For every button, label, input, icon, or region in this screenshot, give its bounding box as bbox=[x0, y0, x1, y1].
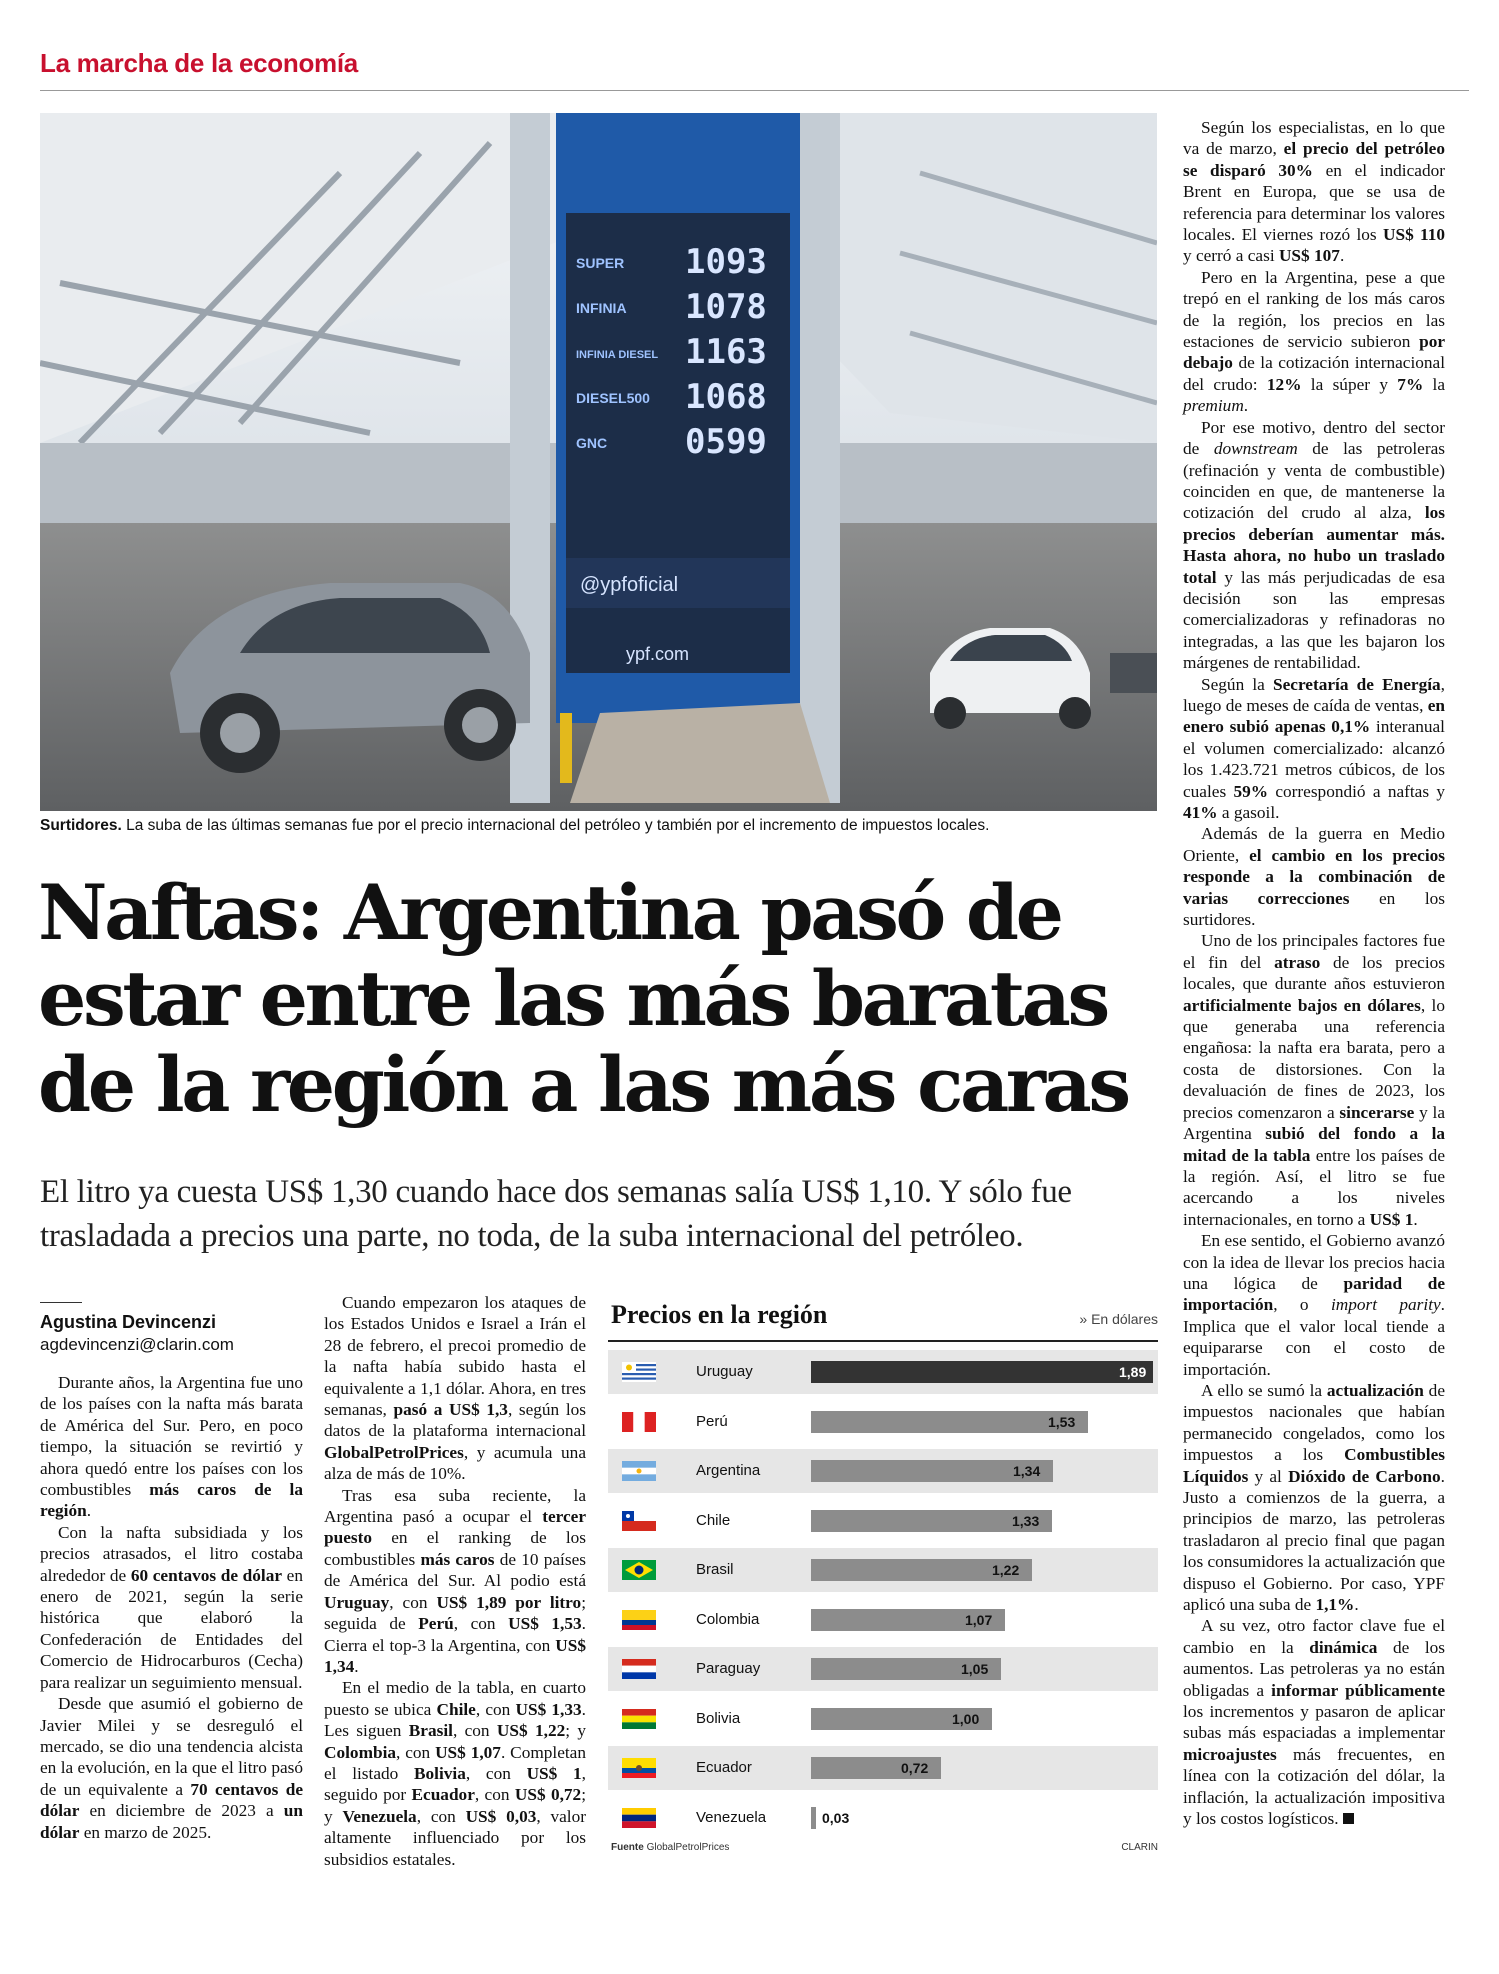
chart-category-label: Uruguay bbox=[696, 1363, 753, 1380]
paragraph: Con la nafta subsidiada y los precios atrasados, el litro costaba alrededor de 60 centavos de dólar en enero de 2021, según la serie histórica que elaboró la Confederación de Entidades del Comercio de Hidrocarburos (Cecha) para realizar un seguimiento mensual. bbox=[40, 1522, 303, 1692]
paragraph: Tras esa suba reciente, la Argentina pasó a ocupar el tercer puesto en el ranking de los combustibles más caros de 10 países de América del Sur. Al podio está Uruguay, con US$ 1,89 por litro; seguida de Perú, con US$ 1,53. Cierra el top-3 la Argentina, con US$ 1,34. bbox=[324, 1485, 586, 1676]
paragraph: Por ese motivo, dentro del sector de downstream de las petroleras (refinación y venta de combustible) coinciden en que, de mantenerse la cotización del crudo al alza, los precios deberían aumentar más. Hasta ahora, no hubo un traslado total y las más perjudicadas de esa decisión son las empresas comercializadoras y refinadoras no integradas, a las que les bajaron los márgenes de rentabilidad. bbox=[1183, 417, 1445, 673]
end-mark bbox=[1343, 1813, 1354, 1824]
chart-value-label: 1,89 bbox=[1119, 1364, 1147, 1380]
chart-credit: CLARIN bbox=[1121, 1842, 1158, 1853]
flag-brasil-icon bbox=[622, 1560, 656, 1580]
article-column-1 bbox=[40, 1310, 303, 1843]
flag-colombia-icon bbox=[622, 1610, 656, 1630]
flag-bolivia-icon bbox=[622, 1709, 656, 1729]
chart-row-venezuela bbox=[608, 1796, 1158, 1840]
paragraph: Pero en la Argentina, pese a que trepó en el ranking de los más caros de la región, los precios en las estaciones de servicio subieron por debajo de la cotización internacional del crudo: 12% la súper y 7% la premium. bbox=[1183, 267, 1446, 416]
caption-lead: Surtidores. bbox=[40, 817, 122, 834]
chart-category-label: Chile bbox=[696, 1511, 731, 1529]
caption-text: La suba de las últimas semanas fue por el precio internacional del petróleo y también por el incremento de impuestos locales. bbox=[121, 817, 990, 834]
author-name: Agustina Devincenzi bbox=[40, 1312, 217, 1332]
paragraph: En el medio de la tabla, en cuarto puesto se ubica Chile, con US$ 1,33. Les siguen Brasil, con US$ 1,22; y Colombia, con US$ 1,07. Completan el listado Bolivia, con US$ 1, seguido por Ecuador, con US$ 0,72; y Venezuela, con US$ 0,03, valor altamente influenciado por los subsidios estatales. bbox=[324, 1678, 587, 1869]
article-column-2 bbox=[324, 1292, 586, 1870]
chart-row-argentina bbox=[608, 1449, 1158, 1493]
sign-label-diesel500: DIESEL500 bbox=[576, 390, 650, 406]
sign-label-gnc: GNC bbox=[576, 435, 608, 451]
author-rule bbox=[40, 1302, 82, 1303]
article-column-3 bbox=[1183, 117, 1445, 1830]
section-title: La marcha de la economía bbox=[40, 48, 358, 78]
chart-row-peru bbox=[608, 1400, 1158, 1444]
paragraph: A su vez, otro factor clave fue el cambio en la dinámica de los aumentos. Las petroleras ya no están obligadas a informar públicamente los incrementos y pasaron de aplicar subas más espaciadas a implementar microajustes más frecuentes, en línea con la cotización del dólar, la inflación, la actualización impositiva y los costos logísticos. bbox=[1183, 1616, 1445, 1829]
sign-price-super: 1093 bbox=[685, 242, 767, 282]
chart-value-label: 1,53 bbox=[1048, 1413, 1076, 1430]
chart-value-label: 0,72 bbox=[901, 1760, 929, 1776]
flag-uruguay-icon bbox=[622, 1362, 656, 1382]
sign-price-infinia-diesel: 1163 bbox=[685, 332, 767, 372]
chart-bar-uruguay bbox=[811, 1361, 1153, 1383]
chart-category-label: Perú bbox=[696, 1412, 728, 1430]
chart-rule bbox=[608, 1340, 1158, 1342]
flag-ecuador-icon bbox=[622, 1758, 656, 1778]
sign-social-handle: @ypfoficial bbox=[580, 574, 679, 596]
chart-category-label: Paraguay bbox=[696, 1660, 761, 1677]
paragraph: Además de la guerra en Medio Oriente, el cambio en los precios responde a la combinación de varias correcciones en los surtidores. bbox=[1183, 824, 1445, 930]
flag-paraguay-icon bbox=[622, 1659, 656, 1679]
gas-station-photo bbox=[40, 113, 1157, 811]
headline: Naftas: Argentina pasó de estar entre las más baratas de la región a las más caras bbox=[38, 868, 1128, 1129]
flag-peru-icon bbox=[622, 1412, 656, 1432]
chart-value-label: 1,05 bbox=[961, 1661, 989, 1677]
sign-url: ypf.com bbox=[626, 644, 690, 664]
flag-argentina-icon bbox=[622, 1461, 656, 1481]
paragraph: Durante años, la Argentina fue uno de los países con la nafta más barata de América del Sur. Pero, en poco tiempo, la situación se revirtió y ahora quedó entre los países con los combustibles más caros de la región. bbox=[40, 1373, 303, 1521]
sign-price-infinia: 1078 bbox=[685, 287, 767, 327]
chart-row-colombia bbox=[608, 1598, 1158, 1642]
chart-source-name: GlobalPetrolPrices bbox=[646, 1842, 730, 1853]
chart-unit-label: » En dólares bbox=[1079, 1311, 1158, 1327]
chart-row-paraguay bbox=[608, 1647, 1158, 1691]
chart-row-brasil bbox=[608, 1548, 1158, 1592]
flag-venezuela-icon bbox=[622, 1808, 656, 1828]
sign-label-super: SUPER bbox=[576, 255, 625, 271]
chart-value-label: 1,22 bbox=[992, 1562, 1020, 1578]
chart-value-label: 1,00 bbox=[952, 1710, 980, 1727]
chart-category-label: Brasil bbox=[696, 1561, 734, 1578]
chart-row-chile bbox=[608, 1499, 1158, 1543]
sign-label-infinia: INFINIA bbox=[576, 300, 627, 316]
chart-category-label: Ecuador bbox=[696, 1759, 752, 1776]
flag-chile-icon bbox=[622, 1511, 656, 1531]
chart-category-label: Venezuela bbox=[696, 1808, 767, 1826]
paragraph: Uno de los principales factores fue el fin del atraso de los precios locales, que durante años estuvieron artificialmente bajos en dólares, lo que generaba una referencia engañosa: la nafta era barata, pero a costa de distorsiones. Con la devaluación de fines de 2023, los precios comenzaron a sincerarse y la Argentina subió del fondo a la mitad de la tabla entre los países de la región. Así, el litro se fue acercando a los niveles internacionales, en torno a US$ 1. bbox=[1183, 931, 1446, 1229]
chart-category-label: Colombia bbox=[696, 1610, 760, 1628]
chart-bar-venezuela bbox=[811, 1807, 816, 1829]
sign-label-infinia-diesel: INFINIA DIESEL bbox=[576, 349, 659, 361]
chart-value-label: 1,34 bbox=[1013, 1463, 1041, 1479]
sign-price-gnc: 0599 bbox=[685, 422, 767, 462]
photo-caption bbox=[40, 817, 1157, 835]
paragraph: Cuando empezaron los ataques de los Estados Unidos e Israel a Irán el 28 de febrero, el precoi promedio de la nafta había subido hasta el equivalente a 1,1 dólar. Ahora, en tres semanas, pasó a US$ 1,3, según los datos de la plataforma internacional GlobalPetrolPrices, y acumula una alza de más de 10%. bbox=[324, 1293, 586, 1484]
chart-source-label: Fuente bbox=[611, 1842, 644, 1853]
deck: El litro ya cuesta US$ 1,30 cuando hace dos semanas salía US$ 1,10. Y sólo fue trasladada a precios una parte, no toda, de la suba internacional del petróleo. bbox=[40, 1174, 1072, 1254]
paragraph: Según la Secretaría de Energía, luego de meses de caída de ventas, en enero subió apenas 0,1% interanual el volumen comercializado: alcanzó los 1.423.721 metros cúbicos, de los cuales 59% correspondió a naftas y 41% a gasoil. bbox=[1183, 674, 1446, 822]
chart-row-ecuador bbox=[608, 1746, 1158, 1790]
chart-value-label: 0,03 bbox=[822, 1809, 850, 1826]
chart-bar-peru bbox=[811, 1411, 1088, 1433]
chart-category-label: Argentina bbox=[696, 1462, 761, 1479]
chart-category-label: Bolivia bbox=[696, 1709, 741, 1727]
paragraph: A ello se sumó la actualización de impuestos nacionales que habían permanecido congelados, como los impuestos a los Combustibles Líquidos y al Dióxido de Carbono. Justo a comienzos de la guerra, a principios de marzo, las petroleras trasladaron al precio final que pagan los consumidores la actualización que dispuso el Gobierno. Por caso, YPF aplicó una suba de 1,1%. bbox=[1183, 1380, 1446, 1615]
sign-price-diesel500: 1068 bbox=[685, 377, 767, 417]
chart-value-label: 1,07 bbox=[965, 1611, 993, 1628]
chart-row-bolivia bbox=[608, 1697, 1158, 1741]
chart-title: Precios en la región bbox=[611, 1300, 828, 1329]
section-rule bbox=[40, 90, 1469, 91]
paragraph: En ese sentido, el Gobierno avanzó con la idea de llevar los precios hacia una lógica de paridad de importación, o import parity. Implica que el valor local tiende a equipararse con el costo de importación. bbox=[1183, 1231, 1445, 1379]
photo-illustration bbox=[40, 113, 1157, 811]
paragraph: Desde que asumió el gobierno de Javier Milei y se desreguló el mercado, se dio una tendencia alcista en la evolución, en la que el litro pasó de un equivalente a 70 centavos de dólar en diciembre de 2023 a un dólar en marzo de 2025. bbox=[40, 1694, 303, 1842]
chart-value-label: 1,33 bbox=[1012, 1512, 1040, 1529]
chart-row-uruguay bbox=[608, 1350, 1158, 1394]
paragraph: Según los especialistas, en lo que va de marzo, el precio del petróleo se disparó 30% en el indicador Brent en Europa, que se usa de referencia para determinar los valores locales. El viernes rozó los US$ 110 y cerró a casi US$ 107. bbox=[1183, 118, 1445, 266]
author-email: agdevincenzi@clarin.com bbox=[40, 1335, 234, 1354]
prices-chart bbox=[608, 1296, 1158, 1856]
chart-source bbox=[611, 1842, 729, 1853]
